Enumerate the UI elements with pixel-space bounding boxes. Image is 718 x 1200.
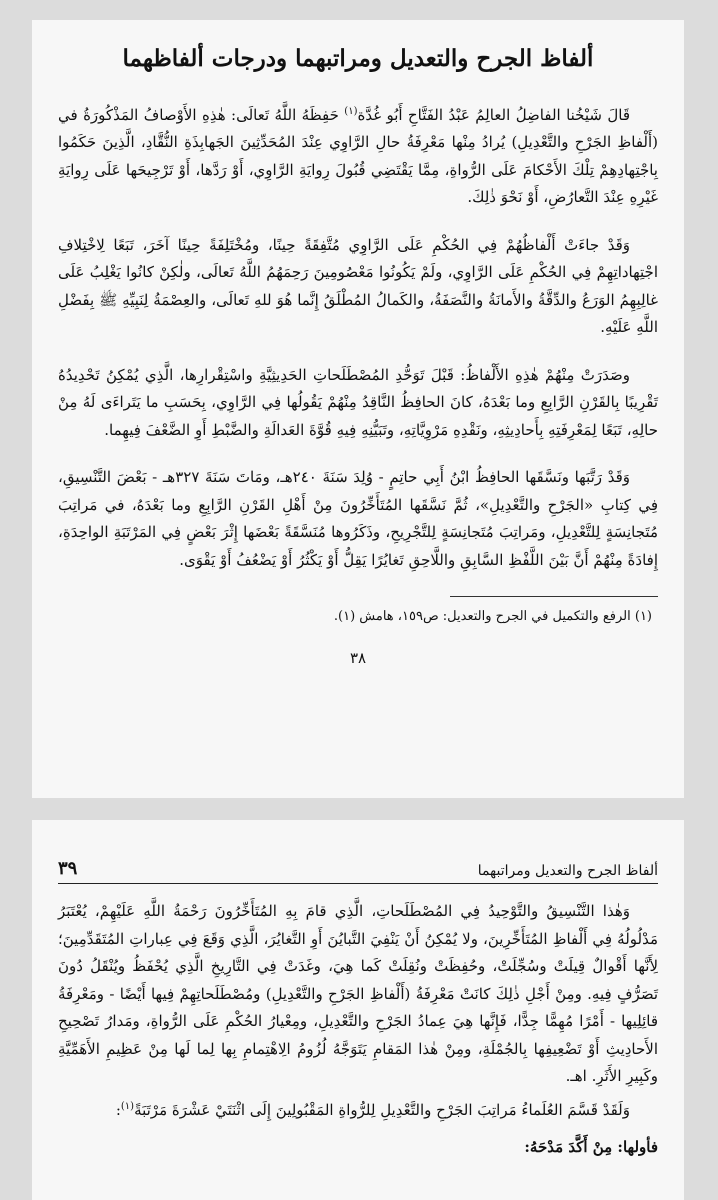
- paragraph-6: [58, 1097, 658, 1125]
- footnote-marker-2[interactable]: (١): [120, 1100, 135, 1112]
- paragraph-6-text-a: وَلَقَدْ قَسَّمَ العُلَماءُ مَراتِبَ الجَرْحِ والتَّعْدِيلِ لِلرُّواةِ المَقْبُولِينَ إِلَى اثْنَتَيْ عَشْرَةَ مَرْتَبَةً: [134, 1100, 630, 1119]
- paragraph-1-text-a: قَالَ شَيْخُنا الفاضِلُ العالِمُ عَبْدُ الفَتَّاحِ أَبُو غُدَّة: [357, 105, 630, 124]
- running-header-page-number: ٣٩: [58, 858, 78, 879]
- paragraph-1-text-b: حَفِظَهُ اللَّهُ تَعالَى: هٰذِهِ الأَوْصافُ المَذْكُورَةُ في (أَلْفاظِ الجَرْحِ والتَّعْدِيلِ) يُرادُ مِنْها مَعْرِفَةُ حالِ الرَّاوِي عِنْدَ المُحَدِّثِينَ الجَهابِذَةِ النُّقَّادِ، الَّذِينَ حَكَمُوا بِاجْتِهادِهِمْ تِلْكَ الأَحْكامَ عَلَى الرُّواةِ، مِمَّا يَقْتَضِي قُبُولَ رِوايَةِ الرَّاوِي، أَوْ رَدَّها، أَوْ تَرْجِيحَها عَلَى رِوايَةِ غَيْرِهِ عِنْدَ التَّعارُضِ، أَوْ نَحْوَ ذٰلِكَ.: [58, 105, 658, 207]
- book-page-38: [32, 20, 684, 798]
- running-header-title: ألفاظ الجرح والتعديل ومراتبهما: [477, 863, 658, 879]
- paragraph-3: وصَدَرَتْ مِنْهُمْ هٰذِهِ الأَلْفاظُ: قَبْلَ تَوَحُّدِ المُصْطَلَحاتِ الحَدِيثِيَّةِ واسْتِقْرارِها، الَّذِي يُمْكِنُ تَحْدِيدُهُ تَقْرِيبًا بِالقَرْنِ الرَّابِعِ وما بَعْدَهُ، كانَ الحافِظُ النَّاقِدُ مِنْهُمْ يَقُولُها فِي الرَّاوِي، بِحَسَبِ ما يَتَراءَى لَهُ مِنْ حالِهِ، تَبَعًا لِمَعْرِفَتِهِ بِأَحادِيثِهِ، ونَقْدِهِ مَرْوِيَّاتِهِ، وتَبَيُّنِهِ فِيهِ قُوَّةَ العَدالَةِ والضَّبْطِ أَوِ الضَّعْفَ فِيهِما.: [58, 365, 658, 439]
- paragraph-6-text-b: :: [115, 1100, 121, 1119]
- paragraph-5: وَهٰذا التَّنْسِيقُ والتَّوْحِيدُ فِي المُصْطَلَحاتِ، الَّذِي قامَ بِهِ المُتَأَخِّرُونَ رَحْمَةُ اللَّهِ عَلَيْهِمْ، يُعْتَبَرُ مَدْلُولُهُ فِي أَلْفاظِ المُتَأَخِّرِينَ، ولا يُمْكِنُ أَنْ يَنْفِيَ التَّبايُنَ أَوِ التَّغايُرَ، الَّذِي وَقَعَ فِي عِباراتِ المُتَقَدِّمِينَ؛ لِأَنَّها أَقْوالٌ قِيلَتْ وسُجِّلَتْ، وحُفِظَتْ ونُقِلَتْ كَما هِيَ، وغَدَتْ فِي التَّارِيخِ الَّذِي يُحْفَظُ ويُنْقَلُ دُونَ تَصَرُّفٍ فِيهِ. ومِنْ أَجْلِ ذٰلِكَ كانَتْ مَعْرِفَةُ (أَلْفاظِ الجَرْحِ والتَّعْدِيلِ) ومُصْطَلَحاتِهِمْ فِيها أَيْضًا - ومَعْرِفَةُ قائِلِيها - أَمْرًا مُهِمًّا جِدًّا، فَإِنَّها هِيَ عِمادُ الجَرْحِ والتَّعْدِيلِ، ومِعْيارُ الحُكْمِ عَلَى الرُّواةِ، ومَدارُ تَصْحِيحِ الأَحادِيثِ أَوْ تَضْعِيفِها بِالجُمْلَةِ، ومِنْ هٰذا المَقامِ يَتَوَجَّهُ لُزُومُ الِاهْتِمامِ بِها لِما لَها مِنْ عَظِيمِ الأَهَمِّيَّةِ وكَبِيرِ الأَثَرِ. اهـ.: [58, 902, 658, 1085]
- footnote-marker[interactable]: (١): [344, 105, 358, 117]
- chapter-title: ألفاظ الجرح والتعديل ومراتبهما ودرجات ألفاظهما: [122, 45, 594, 72]
- paragraph-2: وَقَدْ جاءَتْ أَلْفاظُهُمْ فِي الحُكْمِ عَلَى الرَّاوِي مُتَّفِقَةً حِينًا، ومُخْتَلِفَةً حِينًا آخَرَ، تَبَعًا لِاخْتِلافِ اجْتِهاداتِهِمْ فِي الحُكْمِ عَلَى الرَّاوِي، ولَمْ يَكُونُوا مَعْصُومِينَ رَحِمَهُمُ اللَّهُ تَعالَى، ولٰكِنْ كانُوا يَغْلِبُ عَلَى غالِبِهِمُ الوَرَعُ والدِّقَّةُ والأَمانَةُ والنَّصَفَةُ، والكَمالُ المُطْلَقُ إِنَّما هُوَ للهِ تَعالَى، والعِصْمَةُ لِنَبِيِّهِ ﷺ بِفَضْلِ اللَّهِ عَلَيْهِ.: [58, 235, 658, 337]
- book-page-39: [32, 820, 684, 1200]
- footnote-divider: [450, 596, 658, 597]
- paragraph-1: [58, 102, 658, 212]
- running-header: [58, 858, 658, 884]
- footnote: (١) الرفع والتكميل في الجرح والتعديل: ص١٥٩، هامش (١).: [333, 609, 652, 625]
- section-heading: فأولها: مِنْ أَكَّدَ مَدْحَهُ:: [524, 1138, 658, 1156]
- paragraph-4: وَقَدْ رَتَّبَها ونَسَّقَها الحافِظُ ابْنُ أَبِي حاتِمٍ - وُلِدَ سَنَةَ ٢٤٠هـ، ومَاتَ سَنَةَ ٣٢٧هـ - بَعْضَ التَّنْسِيقِ، فِي كِتابِ «الجَرْحِ والتَّعْدِيلِ»، ثُمَّ نَسَّقَها المُتَأَخِّرُونَ مِنْ أَهْلِ القَرْنِ الرَّابِعِ وما بَعْدَهُ، في مَراتِبَ مُتَجانِسَةٍ لِلتَّعْدِيلِ، ومَراتِبَ مُتَجانِسَةٍ لِلتَّجْرِيحِ، وذَكَرُوها مُنَسَّقَةً بَعْضَها إِثْرَ بَعْضٍ فِي المَرْتَبَةِ الواحِدَةِ، إِفادَةً مِنْهُمْ أَنَّ بَيْنَ اللَّفْظِ السَّابِقِ واللَّاحِقِ تَغايُرًا يَقِلُّ أَوْ يَكْثُرُ أَوْ يَضْعُفُ أَوْ يَقْوَى.: [58, 468, 658, 569]
- page-number: ٣٨: [349, 649, 367, 668]
